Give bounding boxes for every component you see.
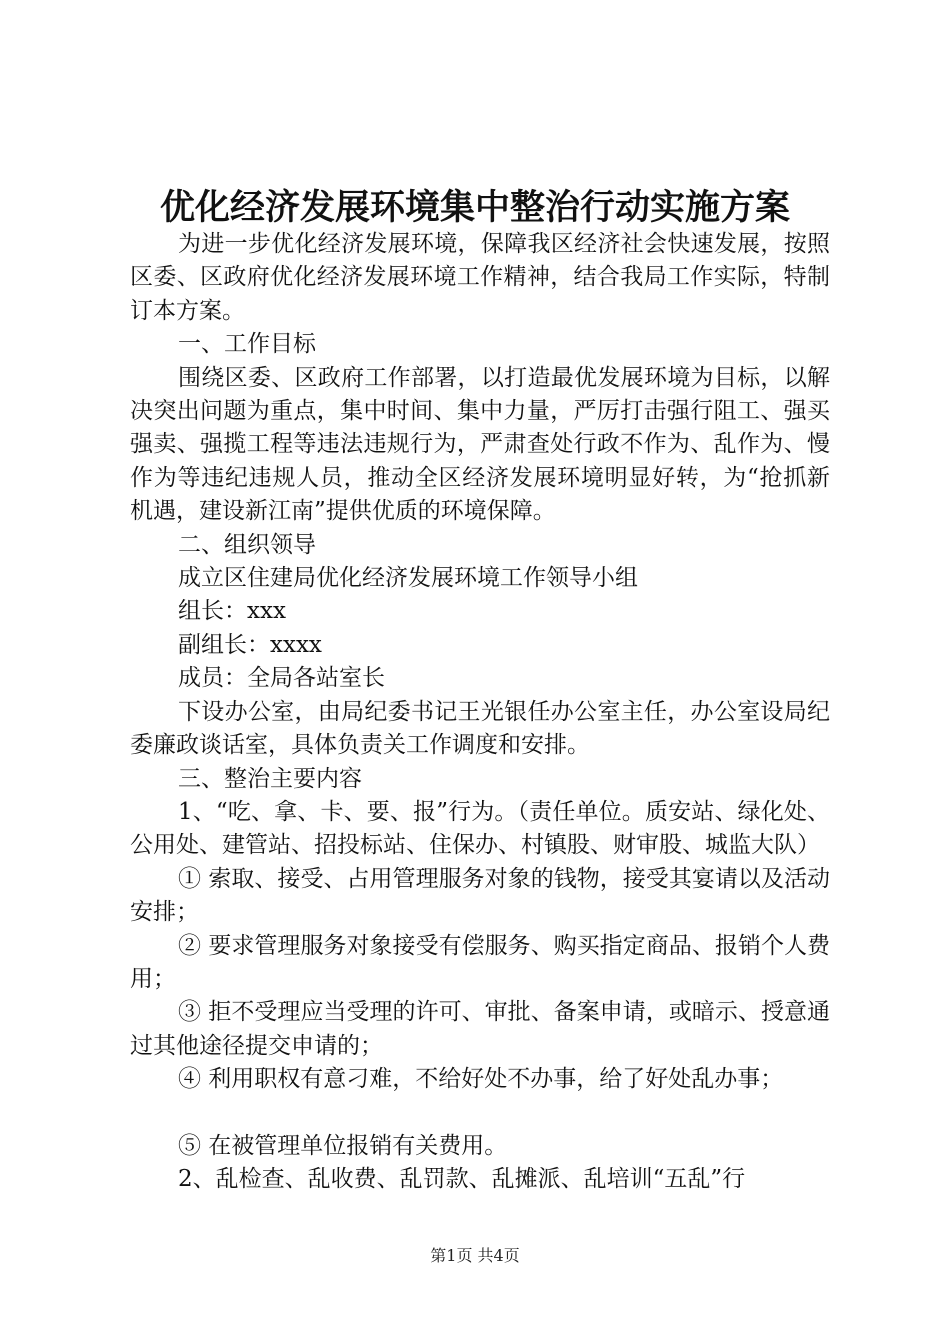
section-heading-goals: 一、工作目标 [178,331,316,358]
blank-line [130,1097,830,1130]
paragraph-members: 成员：全局各站室长 [178,665,385,692]
paragraph-leadership-group: 成立区住建局优化经济发展环境工作领导小组 [178,565,638,592]
paragraph-intro: 为进一步优化经济发展环境，保障我区经济社会快速发展，按照区委、区政府优化经济发展环境工作精神，结合我局工作实际，特制订本方案。 [130,231,830,324]
document-body [130,228,830,1196]
paragraph-item-2: 2、乱检查、乱收费、乱罚款、乱摊派、乱培训“五乱”行 [178,1165,746,1192]
list-item-4: ④ 利用职权有意刁难，不给好处不办事，给了好处乱办事； [178,1066,784,1093]
list-item-3: ③ 拒不受理应当受理的许可、审批、备案申请，或暗示、授意通过其他途径提交申请的； [130,999,830,1059]
paragraph-office: 下设办公室，由局纪委书记王光银任办公室主任，办公室设局纪委廉政谈话室，具体负责关工作调度和安排。 [130,698,830,759]
paragraph-deputy-leader: 副组长：xxxx [178,631,322,658]
list-item-1: ① 索取、接受、占用管理服务对象的钱物，接受其宴请以及活动安排； [130,865,830,926]
list-item-2: ② 要求管理服务对象接受有偿服务、购买指定商品、报销个人费用； [130,932,830,992]
section-heading-leadership: 二、组织领导 [178,531,316,558]
paragraph-goals: 围绕区委、区政府工作部署，以打造最优发展环境为目标，以解决突出问题为重点，集中时间、集中力量，严厉打击强行阻工、强买强卖、强揽工程等违法违规行为，严肃查处行政不作为、乱作为、慢作为等违纪违规人员，推动全区经济发展环境明显好转，为“抢抓新机遇，建设新江南”提供优质的环境保障。 [130,364,830,525]
document-title: 优化经济发展环境集中整治行动实施方案 [159,187,790,228]
section-heading-content: 三、整治主要内容 [178,765,362,792]
page-footer: 第1页 共4页 [430,1246,520,1265]
list-item-5: ⑤ 在被管理单位报销有关费用。 [178,1132,508,1159]
paragraph-item-1: 1、“吃、拿、卡、要、报”行为。（责任单位。质安站、绿化处、公用处、建管站、招投标站、住保办、村镇股、财审股、城监大队） [130,798,830,859]
paragraph-group-leader: 组长：xxx [178,598,286,625]
